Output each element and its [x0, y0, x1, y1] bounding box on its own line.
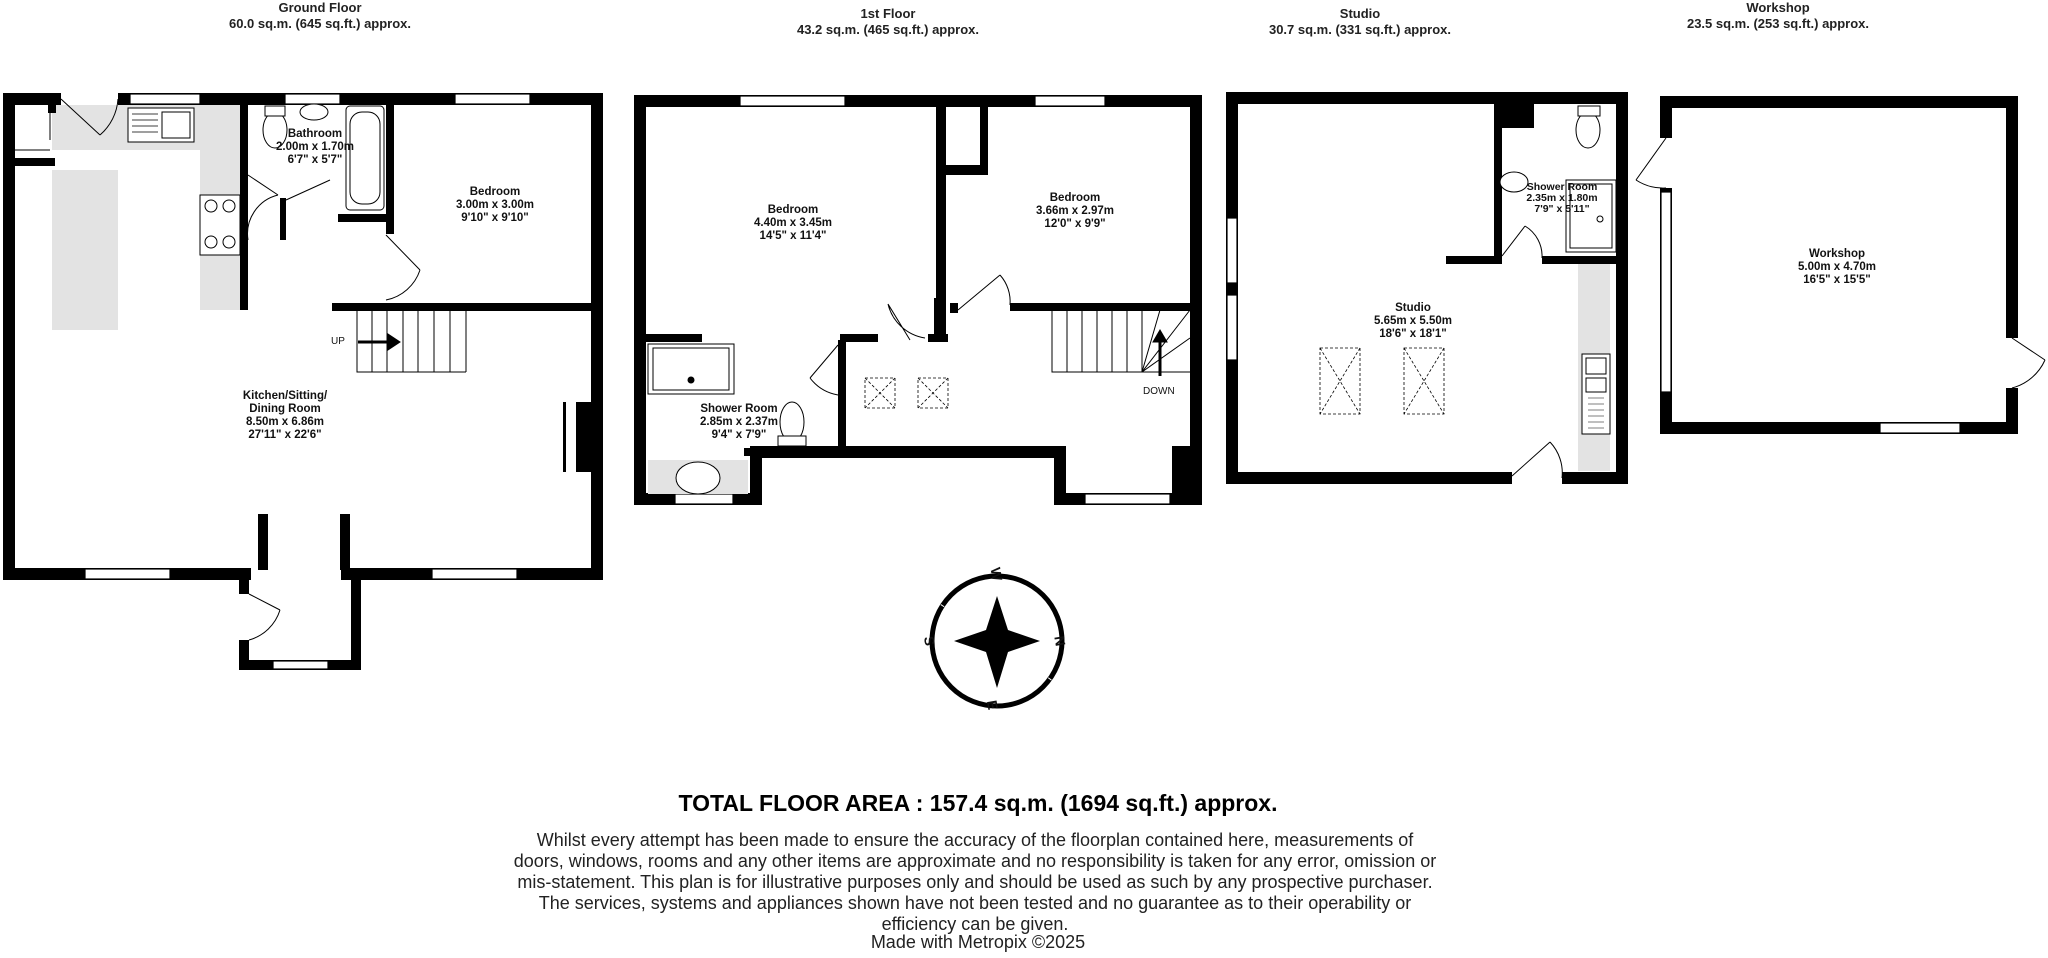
room-imperial: 9'4" x 7'9" — [711, 429, 767, 441]
room-metric: 3.66m x 2.97m — [1035, 205, 1114, 217]
room-metric: 5.65m x 5.50m — [1373, 315, 1452, 327]
room-metric: 2.35m x 1.80m — [1526, 192, 1598, 204]
room-label-gf-bathroom — [260, 128, 370, 167]
floor-name: 1st Floor — [860, 6, 916, 21]
studio-plan — [1226, 92, 1628, 484]
studio-skylights — [1320, 348, 1444, 414]
room-label-ff-bedroom-2 — [1010, 192, 1140, 231]
room-metric: 2.00m x 1.70m — [275, 141, 354, 153]
first-floor-plan — [634, 95, 1202, 505]
compass-s-label: S — [920, 635, 939, 647]
room-metric: 8.50m x 6.86m — [245, 416, 324, 428]
room-name: Studio — [1395, 302, 1431, 314]
first-floor-skylights — [865, 378, 948, 408]
room-label-studio-shower — [1512, 182, 1612, 215]
room-imperial: 6'7" x 5'7" — [287, 154, 343, 166]
metropix-credit: Made with Metropix ©2025 — [870, 932, 1086, 952]
stairs-up-label: UP — [331, 336, 345, 347]
stairs-down-label: DOWN — [1143, 386, 1175, 397]
room-name: Bedroom — [767, 204, 819, 216]
total-floor-area: TOTAL FLOOR AREA : 157.4 sq.m. (1694 sq.ft.) approx. — [678, 790, 1278, 816]
room-name: Bedroom — [1049, 192, 1101, 204]
room-name: Kitchen/Sitting/ — [242, 390, 328, 402]
room-name: Shower Room — [700, 403, 778, 415]
compass-w-label: W — [987, 566, 1006, 582]
floor-heading-ground — [200, 0, 440, 32]
room-imperial: 7'9" x 5'11" — [1534, 203, 1590, 215]
ground-floor-stairs — [357, 311, 466, 372]
compass-rose — [932, 576, 1062, 706]
room-imperial: 16'5" x 15'5" — [1803, 274, 1871, 286]
ground-floor-plan — [3, 93, 603, 670]
room-imperial: 9'10" x 9'10" — [461, 212, 529, 224]
room-label-studio — [1348, 302, 1478, 341]
floor-area: 60.0 sq.m. (645 sq.ft.) approx. — [228, 16, 412, 31]
floor-heading-workshop — [1658, 0, 1898, 32]
room-metric: 2.85m x 2.37m — [699, 416, 778, 428]
room-label-ff-shower — [674, 403, 804, 442]
kitchen-hob — [200, 195, 240, 255]
floor-area: 43.2 sq.m. (465 sq.ft.) approx. — [796, 22, 980, 37]
room-name: Bedroom — [469, 186, 521, 198]
room-name: Shower Room — [1526, 181, 1598, 193]
room-name: Workshop — [1808, 248, 1865, 260]
room-imperial: 27'11" x 22'6" — [248, 429, 322, 441]
kitchen-counter-left — [52, 170, 118, 330]
room-metric: 5.00m x 4.70m — [1797, 261, 1876, 273]
compass-n-label: N — [1051, 634, 1069, 648]
room-metric: 4.40m x 3.45m — [753, 217, 832, 229]
room-label-gf-bedroom — [430, 186, 560, 225]
floor-area: 23.5 sq.m. (253 sq.ft.) approx. — [1686, 16, 1870, 31]
room-name: Bathroom — [287, 128, 343, 140]
room-imperial: 14'5" x 11'4" — [759, 230, 827, 242]
room-metric: 3.00m x 3.00m — [455, 199, 534, 211]
disclaimer-text: Whilst every attempt has been made to ensure the accuracy of the floorplan contained here, measurements of doors, windows, rooms and any other items are approximate and no responsibility is taken for any error, omission or mis-statement. This plan is for illustrative purposes only and should be used as such by any prospective purchaser. The services, systems and appliances shown have not been tested and no guarantee as to their operability or efficiency can be given. — [513, 830, 1437, 934]
compass-e-label: E — [983, 699, 1002, 711]
floor-name: Workshop — [1746, 0, 1810, 15]
room-imperial: 18'6" x 18'1" — [1379, 328, 1447, 340]
kitchen-sink — [128, 108, 194, 142]
room-name-2: Dining Room — [249, 403, 321, 415]
floor-heading-first — [768, 6, 1008, 38]
room-label-gf-kitchen — [220, 390, 350, 442]
floor-name: Ground Floor — [278, 0, 362, 15]
floor-heading-studio — [1240, 6, 1480, 38]
first-floor-stairs — [1052, 310, 1190, 376]
floor-area: 30.7 sq.m. (331 sq.ft.) approx. — [1268, 22, 1452, 37]
floor-name: Studio — [1339, 6, 1381, 21]
room-label-ff-bedroom-1 — [728, 204, 858, 243]
room-imperial: 12'0" x 9'9" — [1044, 218, 1106, 230]
studio-sink — [1582, 354, 1610, 434]
room-label-workshop — [1772, 248, 1902, 287]
